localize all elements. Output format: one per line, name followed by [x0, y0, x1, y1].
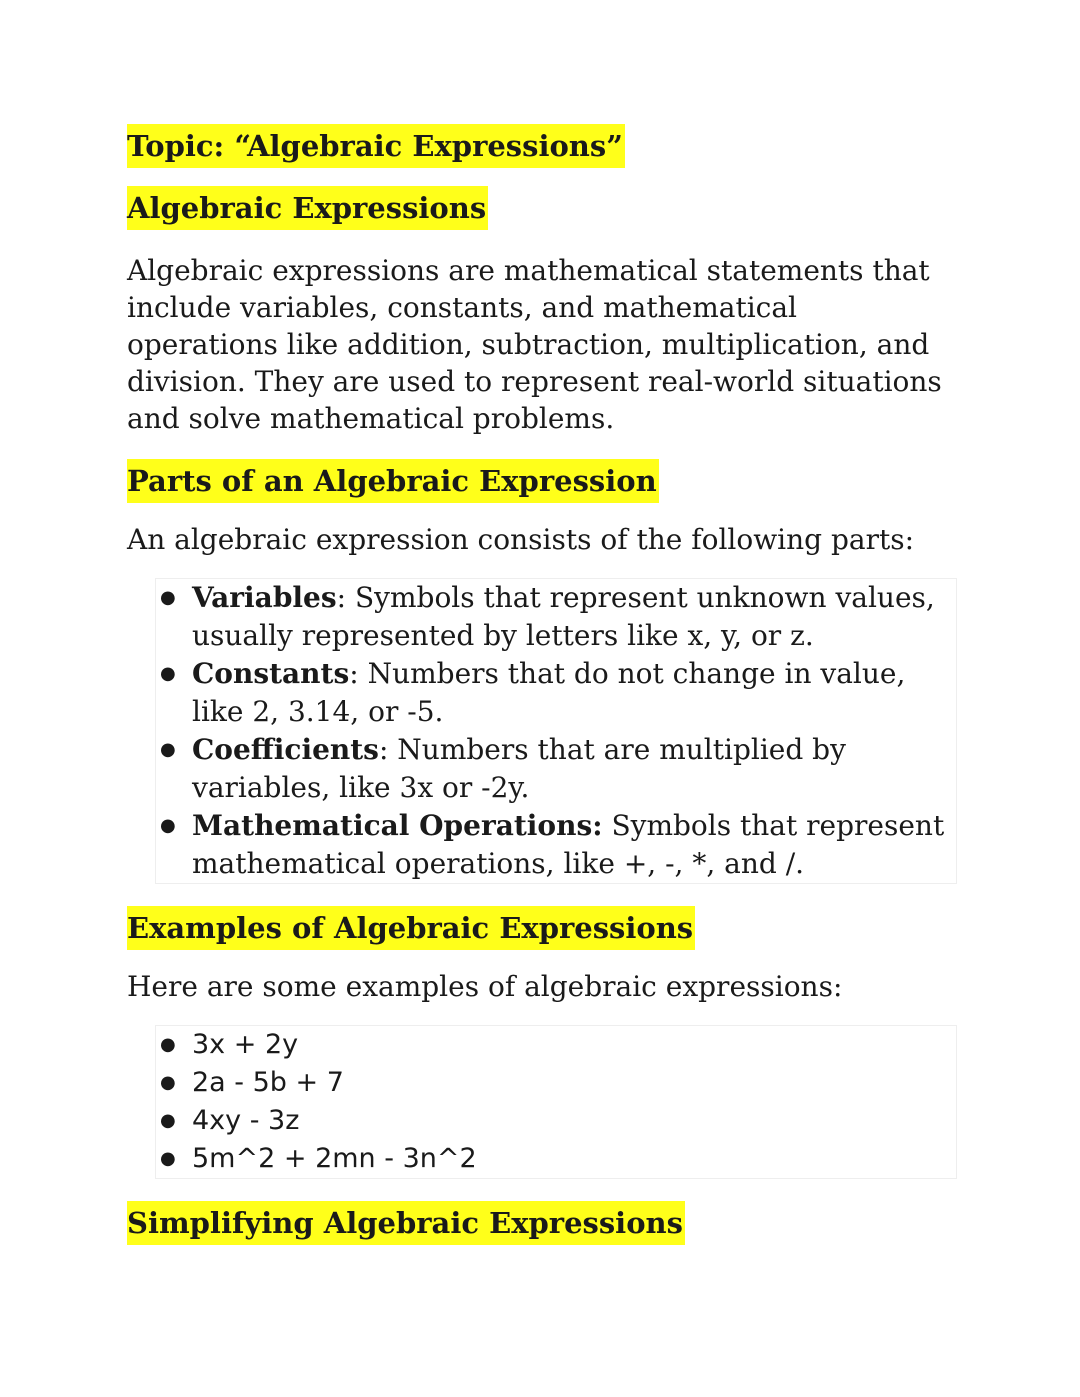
- bullet-icon: ●: [160, 1148, 176, 1169]
- section-heading-row: [127, 906, 967, 950]
- example-expression: 2a - 5b + 7: [192, 1067, 344, 1098]
- section-heading-simplifying: Simplifying Algebraic Expressions: [127, 1201, 685, 1245]
- example-expression: 3x + 2y: [192, 1029, 299, 1060]
- list-item: [156, 579, 956, 655]
- term-description: Symbols that represent mathematical operations, like +, -, *, and /.: [192, 809, 945, 880]
- section-heading-parts: Parts of an Algebraic Expression: [127, 459, 659, 503]
- bullet-icon: ●: [160, 587, 176, 608]
- bullet-icon: ●: [160, 739, 176, 760]
- examples-intro: Here are some examples of algebraic expressions:: [127, 970, 843, 1003]
- topic-heading: Topic: “Algebraic Expressions”: [127, 124, 625, 168]
- term-label: Constants: [192, 657, 350, 690]
- section-heading-row: [127, 1201, 967, 1245]
- list-item: [156, 655, 956, 731]
- list-item: [156, 807, 956, 883]
- bullet-icon: ●: [160, 815, 176, 836]
- example-expression: 5m^2 + 2mn - 3n^2: [192, 1143, 477, 1174]
- term-separator: :: [336, 581, 355, 614]
- section-heading-row: [127, 459, 967, 503]
- section-heading-row: [127, 186, 967, 230]
- term-description: Numbers that are multiplied by variables, like 3x or -2y.: [192, 733, 846, 804]
- term-separator: :: [378, 733, 398, 766]
- term-description: Numbers that do not change in value, like 2, 3.14, or -5.: [192, 657, 906, 728]
- term-label: Variables: [192, 581, 337, 614]
- document-page: [127, 124, 967, 1245]
- bullet-icon: ●: [160, 1072, 176, 1093]
- term-separator: :: [349, 657, 368, 690]
- list-item: [156, 731, 956, 807]
- definition-paragraph: Algebraic expressions are mathematical statements that include variables, constants, and mathematical operations like addition, subtraction, multiplication, and division. They are used to represent real-world situations and solve mathematical problems.: [127, 254, 942, 435]
- examples-list: [155, 1025, 957, 1179]
- list-item: [156, 1140, 956, 1178]
- list-item: [156, 1064, 956, 1102]
- section-heading-algebraic-expressions: Algebraic Expressions: [127, 186, 488, 230]
- term-label: Coefficients: [192, 733, 379, 766]
- section-heading-examples: Examples of Algebraic Expressions: [127, 906, 695, 950]
- parts-intro: An algebraic expression consists of the following parts:: [127, 523, 915, 556]
- bullet-icon: ●: [160, 663, 176, 684]
- term-description: Symbols that represent unknown values, usually represented by letters like x, y, or z.: [192, 581, 935, 652]
- list-item: [156, 1102, 956, 1140]
- topic-row: [127, 124, 967, 168]
- example-expression: 4xy - 3z: [192, 1105, 300, 1136]
- bullet-icon: ●: [160, 1034, 176, 1055]
- bullet-icon: ●: [160, 1110, 176, 1131]
- list-item: [156, 1026, 956, 1064]
- term-label: Mathematical Operations:: [192, 809, 603, 842]
- parts-list: [155, 578, 957, 884]
